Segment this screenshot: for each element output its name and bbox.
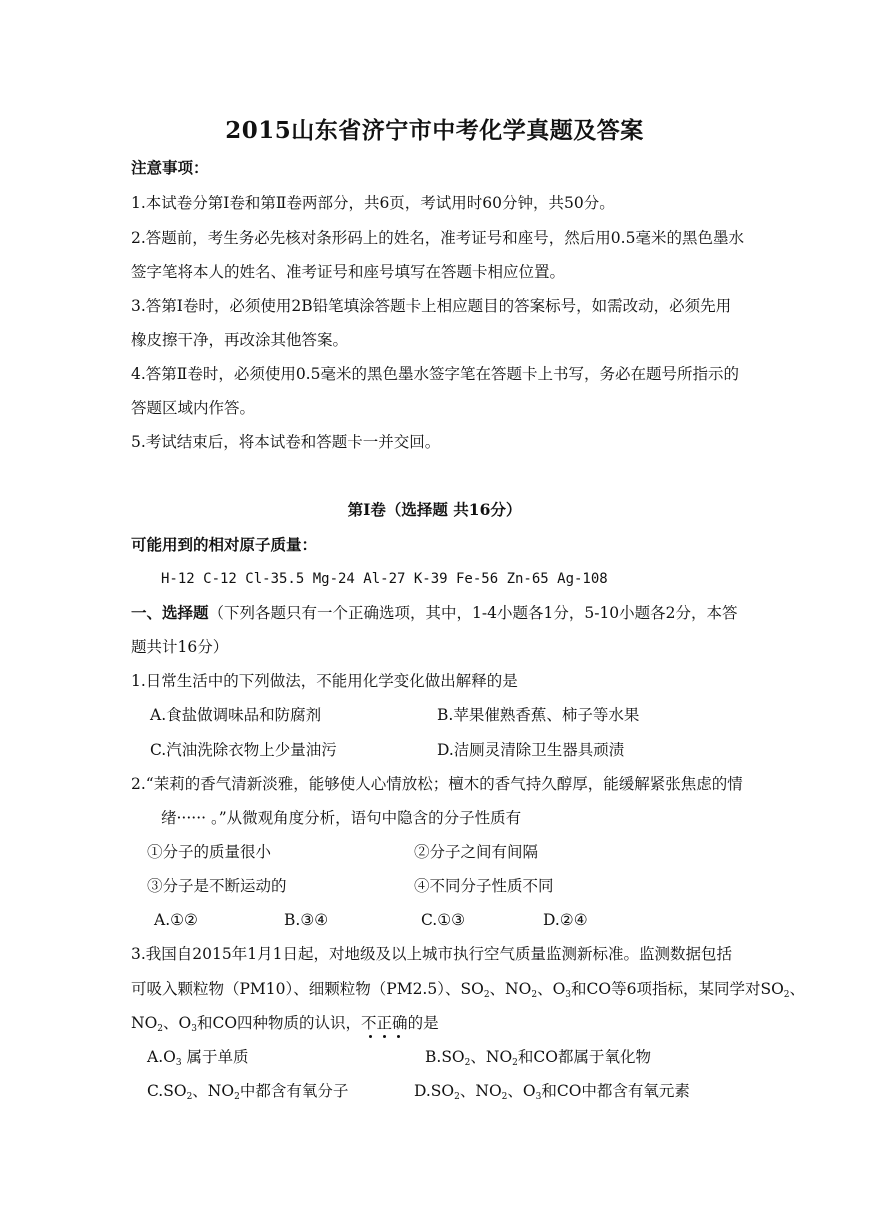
q2-statement-4: ④不同分子性质不同 [414, 877, 554, 895]
part-label: 一、选择题 [131, 603, 209, 622]
q1-option-c: C.汽油洗除衣物上少量油污 [150, 741, 337, 759]
q2-option-a: A.①② [154, 911, 198, 929]
q2-option-b: B.③④ [284, 911, 329, 929]
notice-item: 2.答题前，考生务必先核对条形码上的姓名，准考证号和座号，然后用0.5毫米的黑色墨水 [131, 229, 744, 247]
q1-option-d: D.洁厕灵清除卫生器具顽渍 [437, 741, 625, 759]
emphasis-not-correct: 不正确 [361, 1014, 408, 1032]
part-description-cont: 题共计16分） [131, 638, 229, 656]
question-3-stem-line2: 可吸入颗粒物（PM10）、细颗粒物（PM2.5）、$SO_2$、$NO_2$、$O_3$和CO等6项指标，某同学对$SO_2$、 [131, 980, 806, 1000]
notice-item: 1.本试卷分第Ⅰ卷和第Ⅱ卷两部分，共6页，考试用时60分钟，共50分。 [131, 194, 615, 212]
notice-item: 3.答第Ⅰ卷时，必须使用2B铅笔填涂答题卡上相应题目的答案标号，如需改动，必须先用 [131, 297, 732, 315]
question-3-stem: 3.我国自2015年1月1日起，对地级及以上城市执行空气质量监测新标准。监测数据包括 [131, 945, 732, 963]
question-1-stem: 1.日常生活中的下列做法，不能用化学变化做出解释的是 [131, 672, 518, 690]
q2-statement-2: ②分子之间有间隔 [414, 843, 539, 861]
question-2-stem-cont: 绪······ 。”从微观角度分析，语句中隐含的分子性质有 [161, 809, 522, 827]
q1-option-b: B.苹果催熟香蕉、柿子等水果 [437, 706, 640, 724]
notice-item: 答题区域内作答。 [131, 399, 256, 417]
q1-option-a: A.食盐做调味品和防腐剂 [150, 706, 322, 724]
q3-option-c: $C.SO_2$、$NO_2$中都含有氧分子 [147, 1082, 349, 1102]
atomic-mass-heading: 可能用到的相对原子质量： [131, 535, 318, 554]
notice-item: 5.考试结束后，将本试卷和答题卡一并交回。 [131, 433, 441, 451]
question-3-stem-line3: $NO_2$、$O_3$和CO四种物质的认识，不正确 的是 [131, 1013, 439, 1033]
page-title: 2015山东省济宁市中考化学真题及答案 [225, 117, 644, 144]
notice-heading: 注意事项： [131, 158, 209, 177]
atomic-mass-list: H-12 C-12 Cl-35.5 Mg-24 Al-27 K-39 Fe-56 Zn-65 Ag-108 [161, 571, 608, 587]
notice-item: 签字笔将本人的姓名、准考证号和座号填写在答题卡相应位置。 [131, 263, 566, 281]
q2-statement-3: ③分子是不断运动的 [147, 877, 287, 895]
q3-option-b: $B.SO_2$、$NO_2$和CO都属于氧化物 [425, 1048, 651, 1068]
q2-option-d: D.②④ [543, 911, 588, 929]
part-instructions [131, 603, 738, 623]
notice-item: 4.答第Ⅱ卷时，必须使用0.5毫米的黑色墨水签字笔在答题卡上书写，务必在题号所指示的 [131, 365, 739, 383]
q2-option-c: C.①③ [421, 911, 466, 929]
section-heading: 第Ⅰ卷（选择题 共16分） [347, 500, 522, 519]
q3-option-d: $D.SO_2$、$NO_2$、$O_3$和CO中都含有氧元素 [414, 1082, 690, 1102]
notice-item: 橡皮擦干净，再改涂其他答案。 [131, 331, 349, 349]
q2-statement-1: ①分子的质量很小 [147, 843, 272, 861]
question-2-stem: 2.“茉莉的香气清新淡雅，能够使人心情放松；檀木的香气持久醇厚，能缓解紧张焦虑的情 [131, 775, 743, 793]
part-description: （下列各题只有一个正确选项，其中，1-4小题各1分，5-10小题各2分，本答 [208, 604, 738, 622]
q3-option-a: $A.O_3$ 属于单质 [147, 1048, 249, 1068]
